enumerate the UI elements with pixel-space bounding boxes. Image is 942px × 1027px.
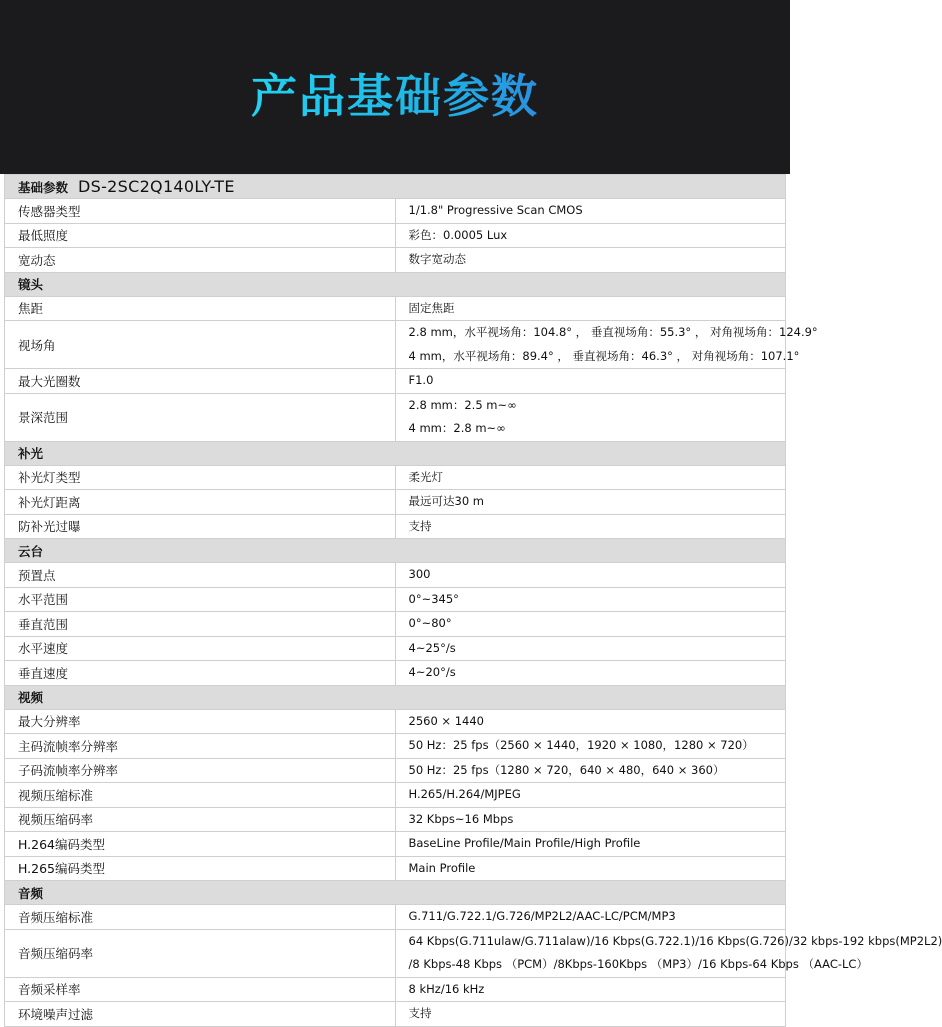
spec-value (395, 636, 786, 661)
spec-value-line: H.265/H.264/MJPEG (408, 787, 521, 801)
spec-value (395, 905, 786, 930)
spec-value-line: 0°~345° (408, 591, 459, 606)
spec-value (395, 929, 942, 977)
spec-value (395, 709, 786, 734)
spec-header-row (5, 175, 786, 199)
spec-value (395, 199, 786, 224)
spec-value (395, 1002, 786, 1027)
spec-label: 传感器类型 (5, 199, 396, 224)
spec-row (5, 321, 786, 369)
spec-value (395, 369, 786, 394)
spec-row (5, 563, 786, 588)
spec-value-line: 50 Hz：25 fps（2560 × 1440，1920 × 1080，1280 × 720） (408, 738, 754, 752)
spec-value-line: 支持 (408, 518, 432, 533)
spec-label: 垂直范围 (5, 612, 396, 637)
section-row (5, 539, 786, 563)
section-title: 视频 (5, 685, 786, 709)
spec-row (5, 587, 786, 612)
spec-value (395, 296, 786, 321)
spec-label: 水平速度 (5, 636, 396, 661)
spec-label: 焦距 (5, 296, 396, 321)
spec-value (395, 321, 818, 369)
spec-label: 音频压缩码率 (5, 929, 396, 977)
spec-value-line: 4~25°/s (408, 640, 456, 655)
spec-label: H.264编码类型 (5, 832, 396, 857)
spec-value-line: F1.0 (408, 373, 434, 387)
spec-row (5, 490, 786, 515)
spec-value-line: 64 Kbps(G.711ulaw/G.711alaw)/16 Kbps(G.722.1)/16 Kbps(G.726)/32 kbps-192 kbps(MP2L2) (408, 933, 942, 948)
spec-value (395, 758, 786, 783)
spec-row (5, 199, 786, 224)
spec-row (5, 734, 786, 759)
spec-value-line: 0°~80° (408, 616, 452, 630)
spec-row (5, 1002, 786, 1027)
spec-value (395, 465, 786, 490)
spec-value (395, 223, 786, 248)
spec-value-line: 2560 × 1440 (408, 713, 484, 728)
spec-label: 预置点 (5, 563, 396, 588)
spec-value (395, 807, 786, 832)
spec-header-label: 基础参数 (18, 180, 69, 195)
spec-value (395, 856, 786, 881)
spec-label: 音频压缩标准 (5, 905, 396, 930)
section-row (5, 272, 786, 296)
spec-row (5, 465, 786, 490)
spec-label: 环境噪声过滤 (5, 1002, 396, 1027)
spec-row (5, 929, 786, 977)
section-title: 补光 (5, 441, 786, 465)
spec-value-line: 2.8 mm，水平视场角：104.8° ， 垂直视场角：55.3° ， 对角视场角：124.9° (408, 325, 818, 339)
spec-row (5, 807, 786, 832)
spec-row (5, 636, 786, 661)
spec-row (5, 758, 786, 783)
spec-value (395, 783, 786, 808)
spec-label: 水平范围 (5, 587, 396, 612)
spec-row (5, 832, 786, 857)
spec-row (5, 709, 786, 734)
spec-label: 视频压缩标准 (5, 783, 396, 808)
spec-value-line: BaseLine Profile/Main Profile/High Profile (408, 836, 641, 850)
spec-value-line: 300 (408, 567, 431, 581)
section-row (5, 881, 786, 905)
spec-value-line: 彩色：0.0005 Lux (408, 227, 508, 242)
spec-value (395, 832, 786, 857)
spec-header-cell (5, 175, 786, 199)
spec-label: 垂直速度 (5, 661, 396, 686)
spec-label: 音频采样率 (5, 977, 396, 1002)
spec-value-line: 2.8 mm：2.5 m~∞ (408, 397, 517, 412)
banner (0, 0, 790, 174)
spec-value-line: 柔光灯 (408, 469, 443, 484)
spec-row (5, 783, 786, 808)
spec-value-line: 4 mm，水平视场角：89.4° ， 垂直视场角：46.3° ， 对角视场角：107.1° (408, 348, 800, 363)
spec-label: 宽动态 (5, 248, 396, 273)
spec-value (395, 612, 786, 637)
spec-value (395, 661, 786, 686)
spec-value-line: 4 mm：2.8 m~∞ (408, 421, 506, 435)
section-row (5, 441, 786, 465)
spec-value (395, 514, 786, 539)
spec-row (5, 369, 786, 394)
spec-label: 景深范围 (5, 393, 396, 441)
spec-value (395, 393, 786, 441)
spec-value-line: Main Profile (408, 860, 476, 875)
spec-label: 视场角 (5, 321, 396, 369)
spec-label: 补光灯距离 (5, 490, 396, 515)
spec-value-line: /8 Kbps-48 Kbps （PCM）/8Kbps-160Kbps （MP3）/16 Kbps-64 Kbps （AAC-LC） (408, 957, 868, 971)
section-title: 镜头 (5, 272, 786, 296)
spec-label: 最大分辨率 (5, 709, 396, 734)
spec-value-line: 支持 (408, 1006, 432, 1020)
spec-label: 主码流帧率分辨率 (5, 734, 396, 759)
spec-row (5, 661, 786, 686)
spec-row (5, 856, 786, 881)
spec-value-line: 32 Kbps~16 Mbps (408, 811, 514, 826)
section-title: 云台 (5, 539, 786, 563)
spec-row (5, 612, 786, 637)
page-title: 产品基础参数 (251, 60, 539, 126)
spec-value-line: 1/1.8" Progressive Scan CMOS (408, 203, 583, 217)
spec-row (5, 977, 786, 1002)
spec-row (5, 393, 786, 441)
spec-value (395, 248, 786, 273)
spec-label: 视频压缩码率 (5, 807, 396, 832)
model-number: DS-2SC2Q140LY-TE (78, 177, 235, 196)
spec-row (5, 248, 786, 273)
spec-row (5, 223, 786, 248)
section-title: 音频 (5, 881, 786, 905)
spec-table (4, 174, 942, 1027)
spec-value (395, 490, 786, 515)
spec-label: 补光灯类型 (5, 465, 396, 490)
spec-value-line: 数字宽动态 (408, 252, 466, 266)
spec-value (395, 587, 786, 612)
spec-row (5, 296, 786, 321)
spec-value-line: 4~20°/s (408, 665, 456, 679)
spec-value-line: 最远可达30 m (408, 494, 484, 508)
spec-label: 最低照度 (5, 223, 396, 248)
spec-value-line: G.711/G.722.1/G.726/MP2L2/AAC-LC/PCM/MP3 (408, 909, 676, 923)
spec-value (395, 977, 786, 1002)
spec-label: 最大光圈数 (5, 369, 396, 394)
spec-label: 子码流帧率分辨率 (5, 758, 396, 783)
spec-label: 防补光过曝 (5, 514, 396, 539)
spec-row (5, 514, 786, 539)
spec-value-line: 50 Hz：25 fps（1280 × 720，640 × 480，640 × 360） (408, 762, 725, 777)
spec-value (395, 734, 786, 759)
spec-row (5, 905, 786, 930)
section-row (5, 685, 786, 709)
spec-label: H.265编码类型 (5, 856, 396, 881)
spec-value (395, 563, 786, 588)
spec-value-line: 8 kHz/16 kHz (408, 981, 485, 996)
spec-value-line: 固定焦距 (408, 300, 455, 315)
